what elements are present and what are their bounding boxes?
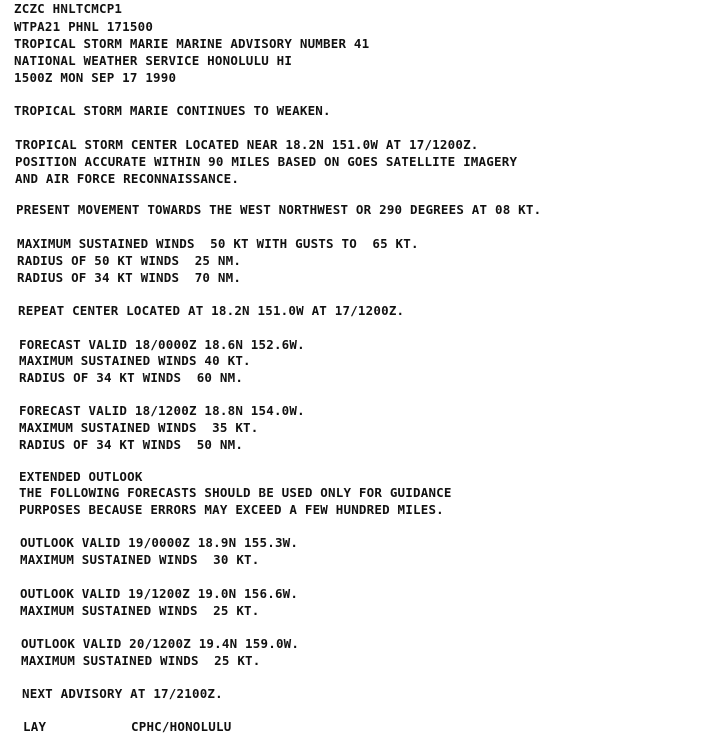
position-line-1: TROPICAL STORM CENTER LOCATED NEAR 18.2N 151.0W AT 17/1200Z. — [15, 137, 479, 152]
extended-line-3: PURPOSES BECAUSE ERRORS MAY EXCEED A FEW HUNDRED MILES. — [19, 502, 444, 517]
outlook3-line-1: OUTLOOK VALID 20/1200Z 19.4N 159.0W. — [21, 636, 300, 651]
winds-line-1: MAXIMUM SUSTAINED WINDS 50 KT WITH GUSTS TO 65 KT. — [17, 236, 419, 251]
forecast1-line-1: FORECAST VALID 18/0000Z 18.6N 152.6W. — [19, 337, 305, 352]
outlook3-line-2: MAXIMUM SUSTAINED WINDS 25 KT. — [21, 653, 261, 668]
outlook2-line-2: MAXIMUM SUSTAINED WINDS 25 KT. — [20, 603, 260, 618]
next-advisory-line: NEXT ADVISORY AT 17/2100Z. — [22, 686, 223, 701]
header-line-3: TROPICAL STORM MARIE MARINE ADVISORY NUMBER 41 — [14, 36, 370, 51]
winds-line-3: RADIUS OF 34 KT WINDS 70 NM. — [17, 270, 242, 285]
header-line-5: 1500Z MON SEP 17 1990 — [14, 70, 177, 85]
repeat-line: REPEAT CENTER LOCATED AT 18.2N 151.0W AT 17/1200Z. — [18, 303, 405, 318]
outlook1-line-1: OUTLOOK VALID 19/0000Z 18.9N 155.3W. — [20, 535, 299, 550]
outlook2-line-1: OUTLOOK VALID 19/1200Z 19.0N 156.6W. — [20, 586, 299, 601]
summary-line: TROPICAL STORM MARIE CONTINUES TO WEAKEN. — [14, 103, 331, 118]
forecast2-line-1: FORECAST VALID 18/1200Z 18.8N 154.0W. — [19, 403, 305, 418]
winds-line-2: RADIUS OF 50 KT WINDS 25 NM. — [17, 253, 242, 268]
forecast2-line-2: MAXIMUM SUSTAINED WINDS 35 KT. — [19, 420, 259, 435]
forecast2-line-3: RADIUS OF 34 KT WINDS 50 NM. — [19, 437, 244, 452]
extended-line-1: EXTENDED OUTLOOK — [19, 469, 143, 484]
position-line-2: POSITION ACCURATE WITHIN 90 MILES BASED ON GOES SATELLITE IMAGERY — [15, 154, 518, 169]
position-line-3: AND AIR FORCE RECONNAISSANCE. — [15, 171, 240, 186]
outlook1-line-2: MAXIMUM SUSTAINED WINDS 30 KT. — [20, 552, 260, 567]
header-line-1: ZCZC HNLTCMCP1 — [14, 1, 123, 16]
forecast1-line-2: MAXIMUM SUSTAINED WINDS 40 KT. — [19, 353, 251, 368]
forecast1-line-3: RADIUS OF 34 KT WINDS 60 NM. — [19, 370, 244, 385]
movement-line: PRESENT MOVEMENT TOWARDS THE WEST NORTHWEST OR 290 DEGREES AT 08 KT. — [16, 202, 542, 217]
extended-line-2: THE FOLLOWING FORECASTS SHOULD BE USED ONLY FOR GUIDANCE — [19, 485, 452, 500]
forecaster-initials: LAY — [23, 719, 47, 734]
issuing-office: CPHC/HONOLULU — [131, 719, 232, 734]
header-line-2: WTPA21 PHNL 171500 — [14, 19, 154, 34]
header-line-4: NATIONAL WEATHER SERVICE HONOLULU HI — [14, 53, 293, 68]
